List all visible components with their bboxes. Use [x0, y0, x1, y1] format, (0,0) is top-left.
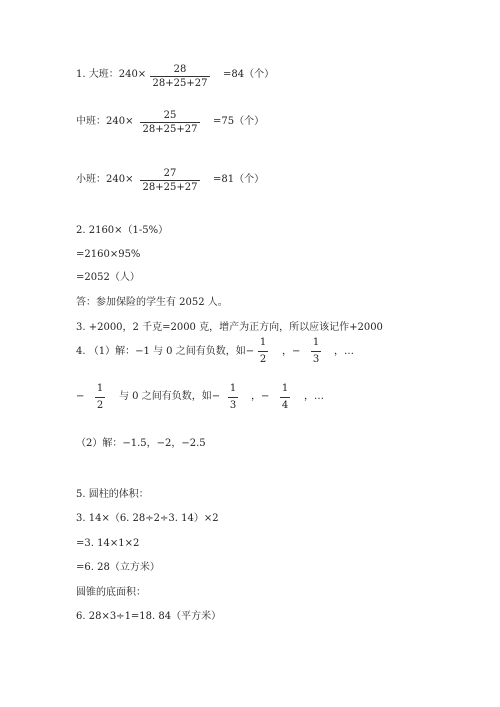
fraction-bar	[140, 180, 200, 181]
numerator: 1	[281, 383, 289, 394]
numerator: 1	[229, 383, 237, 394]
numerator: 1	[312, 337, 320, 348]
q2-line1: 2. 2160×（1-5%）	[76, 225, 169, 236]
q2-line3: =2052（人）	[76, 272, 140, 283]
q1-small-result: =81（个）	[213, 174, 265, 185]
q4-part2: （2）解：−1.5，−2，−2.5	[76, 438, 206, 449]
q1-large-prefix: 1. 大班：240×	[76, 69, 147, 80]
denominator: 3	[312, 354, 320, 365]
numerator: 1	[259, 337, 267, 348]
fraction-bar	[150, 76, 210, 77]
fraction-bar	[280, 397, 290, 398]
q5-line6: 6. 28×3÷1=18. 84（平方米）	[76, 611, 222, 622]
q1-large-numerator: 28	[173, 64, 187, 75]
q3-line1: 3. +2000，2 千克=2000 克，增产为正方向，所以应该记作+2000	[76, 322, 383, 333]
q1-small-fraction	[140, 168, 200, 193]
q4-row2-prefix: −	[76, 391, 85, 402]
q4-row2-middle: 与 0 之间有负数，如−	[119, 391, 221, 402]
q1-middle-numerator: 25	[163, 110, 177, 121]
q5-line2: 3. 14×（6. 28÷2÷3. 14）×2	[76, 513, 219, 524]
fraction-bar	[258, 351, 268, 352]
denominator: 3	[229, 400, 237, 411]
fraction-bar	[228, 397, 238, 398]
q4-row1-fraction1	[258, 337, 268, 366]
q5-line5: 圆锥的底面积：	[76, 587, 146, 598]
q4-row2-fraction3	[280, 383, 290, 412]
q1-middle-fraction	[140, 110, 200, 135]
q1-middle-denominator: 28+25+27	[142, 124, 198, 135]
q1-small-numerator: 27	[163, 168, 177, 179]
q4-row1-fraction2	[311, 337, 321, 366]
q4-row2-fraction1	[95, 383, 105, 412]
q1-small-prefix: 小班：240×	[76, 174, 134, 185]
q4-row1-separator: ，−	[282, 346, 301, 357]
q4-row2-tail: ，…	[304, 391, 324, 402]
q5-line4: =6. 28（立方米）	[76, 562, 160, 573]
denominator: 4	[281, 400, 289, 411]
numerator: 1	[96, 383, 104, 394]
fraction-bar	[140, 122, 200, 123]
q4-row1-tail: ，…	[334, 346, 354, 357]
denominator: 2	[259, 354, 267, 365]
q1-large-denominator: 28+25+27	[152, 78, 208, 89]
fraction-bar	[311, 351, 321, 352]
q4-row1-prefix: 4. （1）解：−1 与 0 之间有负数，如−	[76, 346, 255, 357]
q1-middle-result: =75（个）	[213, 116, 265, 127]
q5-line1: 5. 圆柱的体积：	[76, 489, 149, 500]
q4-row2-separator: ，−	[251, 391, 270, 402]
q2-answer: 答：参加保险的学生有 2052 人。	[76, 297, 228, 308]
fraction-bar	[95, 397, 105, 398]
denominator: 2	[96, 400, 104, 411]
q2-line2: =2160×95%	[76, 249, 141, 260]
q1-large-fraction	[150, 64, 210, 89]
q1-middle-prefix: 中班：240×	[76, 116, 134, 127]
q5-line3: =3. 14×1×2	[76, 538, 140, 549]
q4-row2-fraction2	[228, 383, 238, 412]
q1-large-result: =84（个）	[223, 69, 275, 80]
q1-small-denominator: 28+25+27	[142, 182, 198, 193]
